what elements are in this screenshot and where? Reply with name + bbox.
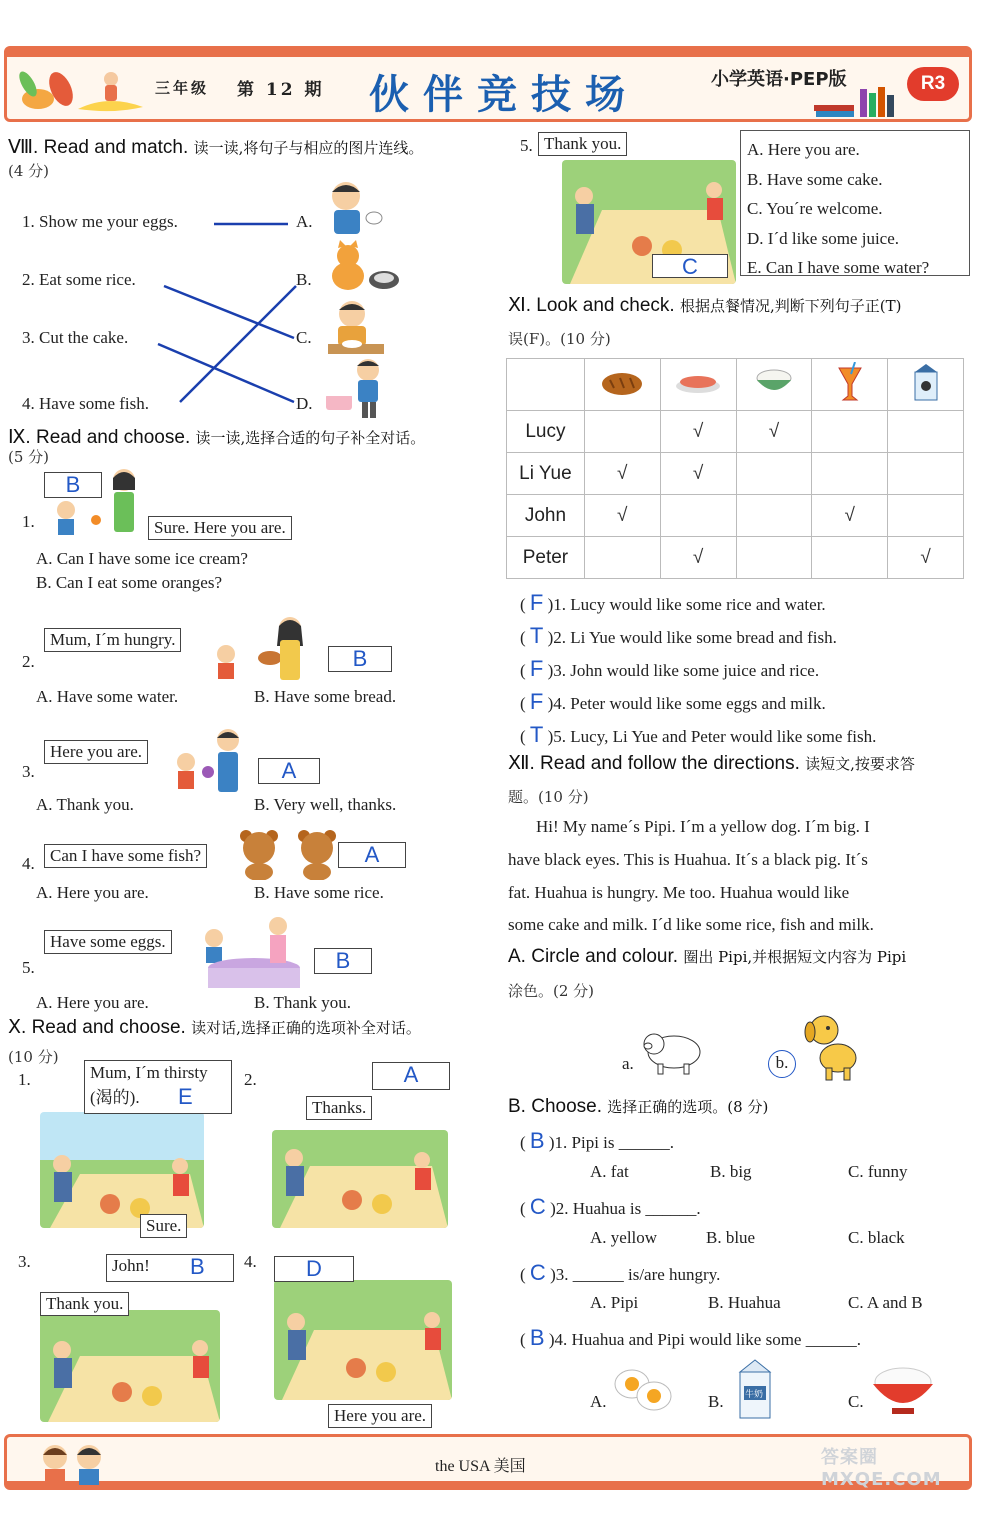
check-cell: √	[660, 537, 736, 579]
q10-2-answer-box[interactable]: A	[372, 1062, 450, 1090]
q10-2-number: 2.	[244, 1070, 257, 1089]
milk-carton-label: 牛奶	[745, 1390, 764, 1400]
q9-1-picture	[44, 466, 154, 546]
check-cell: √	[888, 537, 964, 579]
section-12-heading	[508, 752, 915, 775]
check-cell	[888, 495, 964, 537]
choose-4-text: )4. Huahua and Pipi would like some ______.	[548, 1330, 861, 1349]
check-cell: √	[660, 411, 736, 453]
bear-1-picture	[236, 828, 282, 880]
dog-picture[interactable]	[800, 1012, 864, 1082]
choose-3-text: )3. ______ is/are hungry.	[550, 1265, 721, 1284]
row-name: Peter	[507, 537, 585, 579]
q9-2-picture	[210, 614, 320, 686]
row-name: Lucy	[507, 411, 585, 453]
q9-4-speech-bubble: Can I have some fish?	[44, 844, 207, 868]
q10-4-answer-box[interactable]: D	[274, 1256, 354, 1282]
page-title: 伙伴竞技场	[369, 72, 639, 118]
section-12-instruction-2: 题。(10 分)	[508, 788, 589, 806]
q9-1-number: 1.	[22, 512, 35, 531]
dog-option-circle[interactable]	[768, 1050, 796, 1078]
q9-3-option-b: B. Very well, thanks.	[254, 795, 397, 814]
q9-4-option-b: B. Have some rice.	[254, 883, 384, 902]
statement-2-answer[interactable]: T	[529, 623, 544, 648]
page-footer	[4, 1434, 972, 1490]
match-item-4: 4. Have some fish.	[22, 394, 150, 413]
choose-2-option-a: A. yellow	[590, 1228, 658, 1247]
match-line-2-c	[164, 286, 294, 338]
section-11-instruction-2: 误(F)。(10 分)	[508, 330, 611, 348]
q10-4-speech-bubble: Here you are.	[328, 1404, 432, 1428]
section-11-heading	[508, 294, 901, 317]
match-line-4-b	[180, 286, 296, 402]
q10-3-number: 3.	[18, 1252, 31, 1271]
check-cell	[736, 495, 812, 537]
eggs-icon	[612, 1364, 674, 1414]
q9-2-option-a: A. Have some water.	[36, 687, 179, 706]
choose-1-answer[interactable]: B	[529, 1128, 545, 1153]
match-lines	[150, 210, 310, 410]
check-cell: √	[812, 495, 888, 537]
check-cell	[584, 537, 660, 579]
section-10-score: (10 分)	[8, 1048, 59, 1066]
q10-4-number: 4.	[244, 1252, 257, 1271]
q9-3-answer-box[interactable]: A	[258, 758, 320, 784]
section-9-heading	[8, 426, 425, 449]
option-d: D. I´d like some juice.	[747, 228, 900, 248]
juice-icon	[812, 359, 888, 411]
choose-4-option-b: B.	[708, 1392, 724, 1411]
q10-1-speech-bubble	[84, 1060, 232, 1114]
statement-2-text: )2. Li Yue would like some bread and fish.	[547, 628, 837, 647]
boy-eggs-picture	[322, 178, 402, 238]
check-cell	[660, 495, 736, 537]
choose-4-option-a: A.	[590, 1392, 607, 1411]
match-letter-d: D.	[296, 394, 313, 413]
row-name: John	[507, 495, 585, 537]
passage-line-4: some cake and milk. I´d like some rice, fish and milk.	[508, 915, 874, 934]
q9-5-speech-bubble: Have some eggs.	[44, 930, 172, 954]
section-12-instruction: 读短文,按要求答	[805, 755, 915, 773]
option-c: C. You´re welcome.	[747, 199, 883, 218]
check-cell: √	[736, 411, 812, 453]
q9-1-option-a: A. Can I have some ice cream?	[36, 549, 248, 568]
statement-1-text: )1. Lucy would like some rice and water.	[547, 595, 826, 614]
section-8-heading	[8, 136, 423, 159]
choose-1-option-a: A. fat	[590, 1162, 629, 1181]
passage-line-3: fat. Huahua is hungry. Me too. Huahua would like	[508, 883, 850, 902]
page-header	[4, 46, 972, 122]
check-cell: √	[584, 495, 660, 537]
q10-5-number: 5.	[520, 136, 533, 155]
q10-1-number: 1.	[18, 1070, 31, 1089]
level-badge: R3	[907, 67, 959, 101]
q10-5-speech-bubble: Thank you.	[538, 132, 627, 156]
footer-text: the USA 美国	[435, 1458, 526, 1475]
q10-3-bubble-text: John!	[112, 1256, 150, 1275]
table-row	[507, 537, 964, 579]
part-b-instruction: 选择正确的选项。(8 分)	[607, 1098, 769, 1116]
part-a-instruction-2: 涂色。(2 分)	[508, 982, 595, 1000]
part-b-heading	[508, 1096, 768, 1118]
statement-1: ( F )1. Lucy would like some rice and water.	[520, 590, 826, 615]
q10-3-reply-bubble: Thank you.	[40, 1292, 129, 1316]
section-10-title: Ⅹ. Read and choose.	[8, 1017, 186, 1038]
picnic-scene-1-picture	[40, 1112, 204, 1228]
statement-5-text: )5. Lucy, Li Yue and Peter would like some fish.	[547, 727, 877, 746]
choose-3-option-a: A. Pipi	[590, 1293, 639, 1312]
choose-3-answer[interactable]: C	[529, 1260, 546, 1285]
q9-2-option-b: B. Have some bread.	[254, 687, 397, 706]
section-8-instruction: 读一读,将句子与相应的图片连线。	[193, 139, 424, 157]
choose-3-option-b: B. Huahua	[708, 1293, 781, 1312]
match-item-1: 1. Show me your eggs.	[22, 212, 178, 231]
statement-3-answer[interactable]: F	[529, 656, 544, 681]
section-10-heading	[8, 1016, 421, 1039]
section-9-score: (5 分)	[8, 448, 50, 466]
q10-1-bubble-line-1: Mum, I´m thirsty	[90, 1063, 208, 1082]
choose-question-4: ( B )4. Huahua and Pipi would like some ______.	[520, 1325, 861, 1350]
q9-5-number: 5.	[22, 958, 35, 977]
order-check-table	[506, 358, 964, 579]
q10-1-answer[interactable]: E	[178, 1084, 193, 1109]
check-cell	[812, 537, 888, 579]
statement-4-text: )4. Peter would like some eggs and milk.	[547, 694, 826, 713]
bear-2-picture	[294, 828, 340, 880]
q9-2-answer-box[interactable]: B	[328, 646, 392, 672]
choose-4-option-c: C.	[848, 1392, 864, 1411]
pig-option-label: a.	[622, 1054, 634, 1073]
q10-1-reply-bubble: Sure.	[140, 1214, 187, 1238]
books-icon	[812, 85, 902, 121]
boy-cake-picture	[322, 356, 392, 422]
part-b-title: B. Choose.	[508, 1096, 602, 1117]
milk-icon	[888, 359, 964, 411]
section-8-score: (4 分)	[8, 162, 50, 180]
dog-option-label: b.	[775, 1053, 789, 1072]
picnic-scene-3-picture	[40, 1310, 220, 1422]
q10-3-answer[interactable]: B	[190, 1254, 205, 1279]
check-cell: √	[660, 453, 736, 495]
q9-3-picture	[166, 726, 256, 796]
statement-5: ( T )5. Lucy, Li Yue and Peter would like some fish.	[520, 722, 877, 747]
table-row	[507, 495, 964, 537]
choose-2-option-c: C. black	[848, 1228, 905, 1247]
choose-question-3: ( C )3. ______ is/are hungry.	[520, 1260, 721, 1285]
choose-1-text: )1. Pipi is ______.	[548, 1133, 675, 1152]
q9-5-picture	[198, 916, 306, 990]
statement-3-text: )3. John would like some juice and rice.	[547, 661, 820, 680]
q9-4-answer-box[interactable]: A	[338, 842, 406, 868]
q9-4-option-a: A. Here you are.	[36, 883, 149, 902]
table-header-row	[507, 359, 964, 411]
q9-1-option-b: B. Can I eat some oranges?	[36, 573, 222, 592]
header-top-band	[7, 49, 969, 57]
option-e: E. Can I have some water?	[747, 258, 930, 277]
boy-rice-picture	[322, 298, 392, 358]
statement-4: ( F )4. Peter would like some eggs and milk.	[520, 689, 826, 714]
section-11-instruction: 根据点餐情况,判断下列句子正(T)	[679, 297, 902, 315]
table-row	[507, 453, 964, 495]
option-b: B. Have some cake.	[747, 169, 883, 189]
q10-2-speech-bubble: Thanks.	[306, 1096, 372, 1120]
q9-5-option-b: B. Thank you.	[254, 993, 351, 1012]
row-name: Li Yue	[507, 453, 585, 495]
q9-1-answer-box[interactable]: B	[44, 472, 102, 498]
header-decoration-icon	[13, 59, 148, 119]
watermark: 答案圈 MXQE.COM	[821, 1447, 942, 1490]
section-9-instruction: 读一读,选择合适的句子补全对话。	[195, 429, 426, 447]
kids-icon	[35, 1439, 115, 1487]
grade-label: 三年级	[155, 79, 210, 97]
subject-label: 小学英语·PEP版	[711, 69, 847, 90]
check-cell	[584, 411, 660, 453]
match-item-2: 2. Eat some rice.	[22, 270, 136, 289]
statement-2: ( T )2. Li Yue would like some bread and fish.	[520, 623, 837, 648]
rice-bowl-icon	[870, 1360, 936, 1418]
table-corner-cell	[507, 359, 585, 411]
q10-3-speech-bubble	[106, 1254, 234, 1282]
q9-1-speech-bubble: Sure. Here you are.	[148, 516, 292, 540]
section-9-title: Ⅸ. Read and choose.	[8, 427, 191, 448]
fish-icon	[660, 359, 736, 411]
choose-1-option-b: B. big	[710, 1162, 752, 1181]
check-cell: √	[584, 453, 660, 495]
section-11-title: Ⅺ. Look and check.	[508, 295, 675, 316]
bread-icon	[584, 359, 660, 411]
option-a: A. Here you are.	[747, 140, 860, 159]
match-item-3: 3. Cut the cake.	[22, 328, 129, 347]
match-letter-c: C.	[296, 328, 312, 347]
section-10-instruction: 读对话,选择正确的选项补全对话。	[191, 1019, 421, 1037]
choose-4-answer[interactable]: B	[529, 1325, 545, 1350]
statement-5-answer[interactable]: T	[529, 722, 544, 747]
choose-2-text: )2. Huahua is ______.	[550, 1199, 701, 1218]
match-line-3-d	[158, 344, 294, 402]
cat-fish-picture	[322, 240, 404, 298]
check-cell	[888, 411, 964, 453]
statement-4-answer[interactable]: F	[529, 689, 544, 714]
rice-icon	[736, 359, 812, 411]
picnic-scene-2-picture	[272, 1130, 448, 1228]
choose-1-option-c: C. funny	[848, 1162, 908, 1181]
match-letter-a: A.	[296, 212, 313, 231]
q9-2-speech-bubble: Mum, I´m hungry.	[44, 628, 181, 652]
check-cell	[888, 453, 964, 495]
q9-2-number: 2.	[22, 652, 35, 671]
check-cell	[812, 411, 888, 453]
section-12-title: Ⅻ. Read and follow the directions.	[508, 753, 800, 774]
choose-2-answer[interactable]: C	[529, 1194, 546, 1219]
check-cell	[736, 453, 812, 495]
passage-line-2: have black eyes. This is Huahua. It´s a black pig. It´s	[508, 850, 868, 869]
picnic-scene-4-picture	[274, 1280, 452, 1400]
q9-5-option-a: A. Here you are.	[36, 993, 149, 1012]
section-8-title: Ⅷ. Read and match.	[8, 137, 189, 158]
q9-4-number: 4.	[22, 854, 35, 873]
q9-3-number: 3.	[22, 762, 35, 781]
statement-3: ( F )3. John would like some juice and rice.	[520, 656, 820, 681]
part-a-title: A. Circle and colour.	[508, 946, 679, 967]
table-row	[507, 411, 964, 453]
statement-1-answer[interactable]: F	[529, 590, 544, 615]
choose-question-2: ( C )2. Huahua is ______.	[520, 1194, 701, 1219]
issue-label: 第 12 期	[237, 80, 325, 100]
choose-2-option-b: B. blue	[706, 1228, 756, 1247]
pig-picture[interactable]	[640, 1026, 706, 1076]
check-cell	[812, 453, 888, 495]
q9-3-option-a: A. Thank you.	[36, 795, 134, 814]
part-a-instruction: 圈出 Pipi,并根据短文内容为 Pipi	[683, 948, 907, 966]
q9-5-answer-box[interactable]: B	[314, 948, 372, 974]
match-letter-b: B.	[296, 270, 312, 289]
passage-line-1: Hi! My name´s Pipi. I´m a yellow dog. I´m big. I	[536, 817, 870, 836]
section-10-options-box	[740, 130, 970, 276]
part-a-heading	[508, 946, 906, 968]
q9-3-speech-bubble: Here you are.	[44, 740, 148, 764]
q10-1-bubble-line-2: (渴的).	[90, 1088, 140, 1107]
choose-3-option-c: C. A and B	[848, 1293, 923, 1312]
choose-question-1: ( B )1. Pipi is ______.	[520, 1128, 675, 1153]
check-cell	[736, 537, 812, 579]
q10-5-answer-box[interactable]: C	[652, 254, 728, 278]
